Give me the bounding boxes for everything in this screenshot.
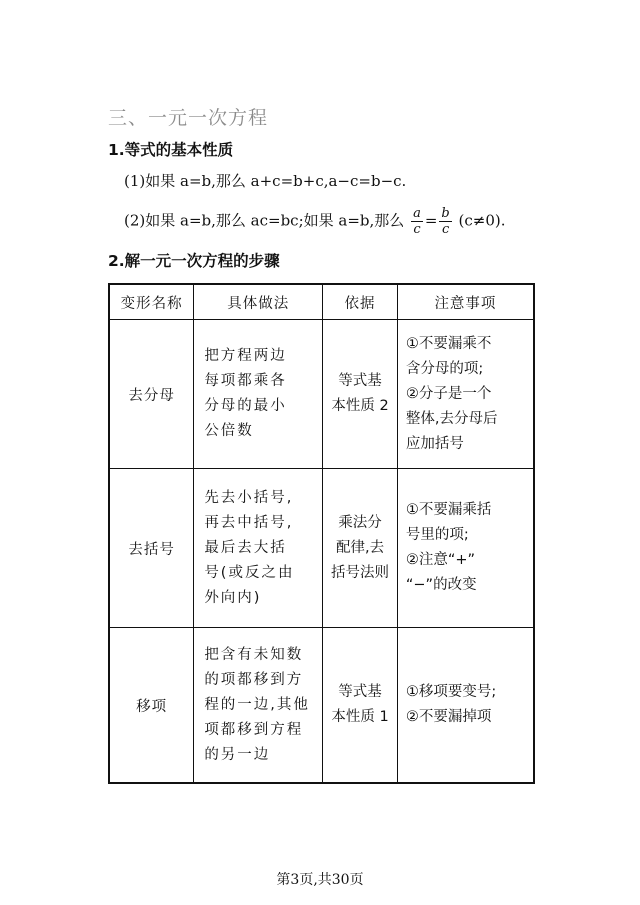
fraction-b-denominator: c	[441, 222, 450, 237]
table-row	[109, 628, 534, 784]
step-notes	[397, 320, 534, 469]
rule-2-condition: (c≠0).	[458, 211, 506, 230]
fraction-a-denominator: c	[413, 222, 421, 237]
fraction-b-numerator: b	[441, 206, 450, 221]
table-row	[109, 320, 534, 469]
heading-equation-properties: 1.等式的基本性质	[108, 141, 234, 159]
basis-line: 本性质 1	[331, 709, 389, 725]
method-line: 每项都乘各	[204, 373, 287, 389]
method-line: 的另一边	[204, 746, 271, 763]
notes-line: 应加括号	[405, 435, 464, 452]
table-row	[109, 469, 534, 628]
method-line: 程的一边,其他	[204, 696, 310, 713]
step-method	[194, 320, 323, 469]
method-line: 项都移到方程	[204, 721, 304, 738]
notes-line: ②注意“+”	[405, 552, 476, 568]
notes-line: 含分母的项;	[405, 360, 484, 377]
basis-line: 等式基	[338, 373, 382, 389]
section-title: 三、一元一次方程	[108, 107, 269, 129]
header-basis: 依据	[323, 284, 398, 320]
basis-line: 乘法分	[338, 514, 382, 531]
method-line: 先去小括号,	[204, 489, 294, 506]
solving-steps-table	[108, 283, 535, 784]
step-basis	[323, 469, 398, 628]
notes-line: 号里的项;	[405, 527, 469, 543]
header-method: 具体做法	[194, 284, 323, 320]
equals-sign: =	[424, 211, 438, 230]
step-notes	[397, 628, 534, 784]
notes-line: ②分子是一个	[405, 385, 492, 402]
basis-line: 本性质 2	[331, 398, 389, 414]
step-method	[194, 628, 323, 784]
basis-line: 配律,去	[335, 539, 385, 556]
notes-line: “−”的改变	[405, 577, 477, 593]
method-line: 最后去大括	[204, 539, 287, 556]
fraction-a-numerator: a	[413, 206, 421, 221]
property-rule-2	[124, 206, 506, 237]
header-notes: 注意事项	[397, 284, 534, 320]
table-header-row	[109, 284, 534, 320]
method-line: 外向内)	[204, 589, 262, 606]
basis-line: 等式基	[338, 684, 382, 700]
page-number: 第3页,共30页	[276, 872, 364, 888]
heading-solving-steps: 2.解一元一次方程的步骤	[108, 252, 280, 270]
method-line: 把方程两边	[204, 348, 287, 364]
fraction-b-over-c	[439, 206, 451, 237]
method-line: 把含有未知数	[204, 646, 304, 663]
step-method	[194, 469, 323, 628]
notes-line: ①移项要变号;	[405, 684, 497, 700]
step-name: 移项	[109, 628, 194, 784]
step-basis	[323, 628, 398, 784]
notes-line: ①不要漏乘不	[405, 335, 492, 352]
step-basis	[323, 320, 398, 469]
method-line: 公倍数	[204, 423, 254, 439]
rule-2-text: (2)如果 a=b,那么 ac=bc;如果 a=b,那么	[124, 211, 405, 230]
notes-line: 整体,去分母后	[405, 410, 498, 427]
step-name: 去括号	[109, 469, 194, 628]
property-rule-1: (1)如果 a=b,那么 a+c=b+c,a−c=b−c.	[124, 172, 407, 190]
basis-line: 括号法则	[331, 564, 390, 581]
notes-line: ②不要漏掉项	[405, 709, 492, 725]
method-line: 分母的最小	[204, 398, 287, 414]
method-line: 号(或反之由	[204, 564, 295, 581]
step-notes	[397, 469, 534, 628]
method-line: 的项都移到方	[204, 671, 304, 688]
notes-line: ①不要漏乘括	[405, 502, 492, 518]
fraction-a-over-c	[411, 206, 423, 237]
method-line: 再去中括号,	[204, 514, 294, 531]
header-transform-name: 变形名称	[109, 284, 194, 320]
step-name: 去分母	[109, 320, 194, 469]
